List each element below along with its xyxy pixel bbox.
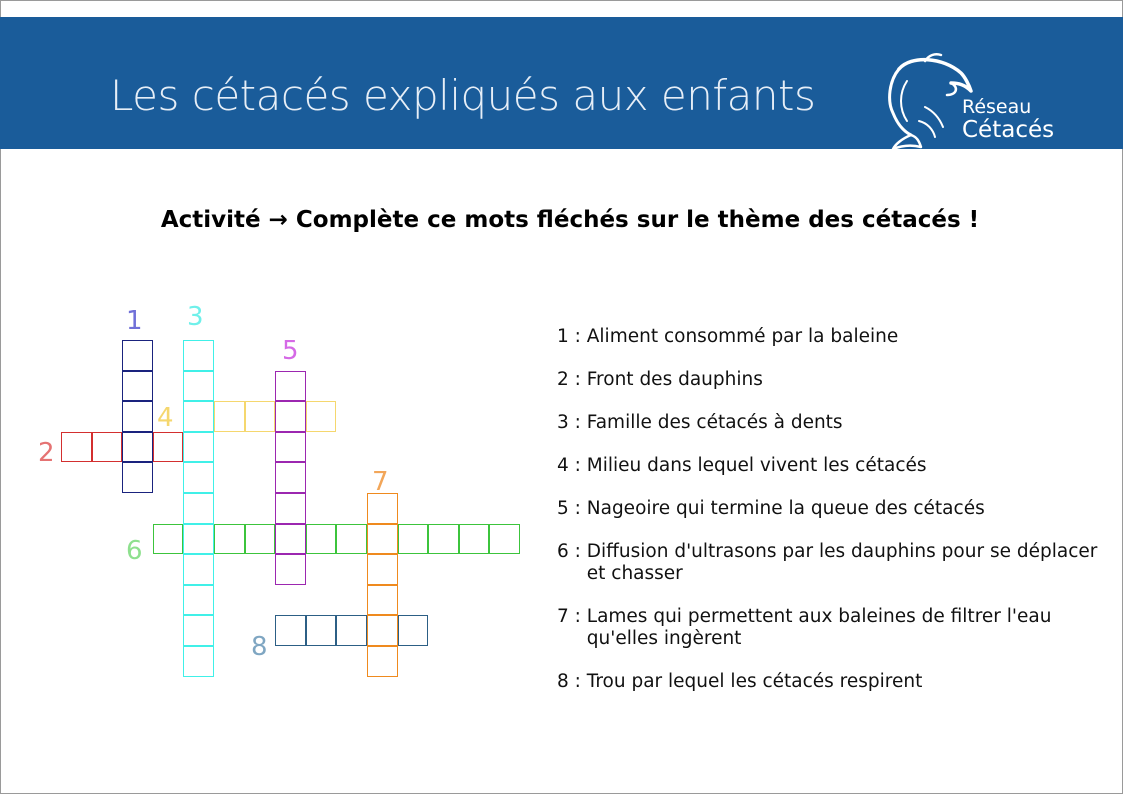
clue-6 — [557, 541, 1102, 585]
crossword-cell-3-11[interactable] — [183, 646, 214, 677]
clue-text: Nageoire qui termine la queue des cétacés — [586, 498, 985, 519]
crossword-cell-6-10[interactable] — [428, 524, 459, 555]
clue-5 — [557, 498, 1107, 520]
clue-text: Milieu dans lequel vivent les cétacés — [586, 455, 927, 476]
crossword-cell-4-5[interactable] — [306, 401, 337, 432]
crossword-cell-5-3[interactable] — [275, 432, 306, 463]
crossword-cell-1-4[interactable] — [122, 432, 153, 463]
crossword-cell-7-5[interactable] — [367, 615, 398, 646]
crossword-label-7: 7 — [372, 467, 389, 497]
clue-number: 6 : — [557, 541, 587, 562]
clue-4 — [557, 455, 1107, 477]
crossword-cell-8-3[interactable] — [336, 615, 367, 646]
crossword-cell-5-2[interactable] — [275, 401, 306, 432]
crossword-cell-3-5[interactable] — [183, 462, 214, 493]
crossword-label-2: 2 — [38, 438, 55, 468]
crossword-cell-6-6[interactable] — [306, 524, 337, 555]
crossword-cell-1-5[interactable] — [122, 462, 153, 493]
clue-number: 5 : — [557, 498, 587, 519]
crossword-cell-6-7[interactable] — [336, 524, 367, 555]
crossword-cell-1-2[interactable] — [122, 371, 153, 402]
crossword-cell-2-1[interactable] — [61, 432, 92, 463]
clue-text: Aliment consommé par la baleine — [586, 326, 899, 347]
crossword-cell-6-1[interactable] — [153, 524, 184, 555]
crossword-cell-7-4[interactable] — [367, 585, 398, 616]
clue-3 — [557, 412, 1107, 434]
crossword-cell-3-8[interactable] — [183, 554, 214, 585]
crossword-cell-3-2[interactable] — [183, 371, 214, 402]
crossword-cell-7-6[interactable] — [367, 646, 398, 677]
crossword-cell-5-1[interactable] — [275, 371, 306, 402]
clue-number: 1 : — [557, 326, 587, 347]
crossword-cell-2-2[interactable] — [92, 432, 123, 463]
clue-text: Diffusion d'ultrasons par les dauphins pour se déplacer et chasser — [586, 541, 1098, 584]
crossword-cell-7-2[interactable] — [367, 524, 398, 555]
page-title: Les cétacés expliqués aux enfants — [110, 71, 816, 120]
crossword-label-1: 1 — [126, 306, 143, 336]
crossword-cell-3-9[interactable] — [183, 585, 214, 616]
crossword-cell-1-3[interactable] — [122, 401, 153, 432]
clue-2 — [557, 369, 1107, 391]
crossword-cell-6-11[interactable] — [459, 524, 490, 555]
crossword-cell-6-12[interactable] — [489, 524, 520, 555]
crossword-cell-3-7[interactable] — [183, 524, 214, 555]
clue-number: 7 : — [557, 606, 587, 627]
logo-text-cetaces: Cétacés — [962, 117, 1055, 143]
crossword-label-4: 4 — [157, 403, 174, 433]
crossword-cell-7-1[interactable] — [367, 493, 398, 524]
crossword-cell-5-6[interactable] — [275, 524, 306, 555]
crossword-cell-6-4[interactable] — [245, 524, 276, 555]
crossword-cell-1-1[interactable] — [122, 340, 153, 371]
activity-instruction: Activité → Complète ce mots fléchés sur le thème des cétacés ! — [160, 207, 980, 233]
clue-text: Famille des cétacés à dents — [586, 412, 843, 433]
crossword-cell-3-3[interactable] — [183, 401, 214, 432]
crossword-cell-8-2[interactable] — [306, 615, 337, 646]
crossword-cell-2-4[interactable] — [153, 432, 184, 463]
crossword-label-3: 3 — [187, 302, 204, 332]
clue-1 — [557, 326, 1107, 348]
clue-text: Trou par lequel les cétacés respirent — [586, 671, 923, 692]
crossword-label-5: 5 — [282, 336, 299, 366]
crossword-cell-3-4[interactable] — [183, 432, 214, 463]
crossword-label-6: 6 — [126, 536, 143, 566]
crossword-label-8: 8 — [251, 632, 268, 662]
crossword-cell-6-9[interactable] — [398, 524, 429, 555]
crossword-cell-3-10[interactable] — [183, 615, 214, 646]
crossword-cell-3-6[interactable] — [183, 493, 214, 524]
crossword-cell-8-1[interactable] — [275, 615, 306, 646]
logo-text-reseau: Réseau — [962, 96, 1032, 118]
clue-text: Lames qui permettent aux baleines de filtrer l'eau qu'elles ingèrent — [586, 606, 1052, 649]
clue-8 — [557, 671, 1107, 693]
crossword-cell-3-1[interactable] — [183, 340, 214, 371]
crossword-cell-6-3[interactable] — [214, 524, 245, 555]
clue-number: 8 : — [557, 671, 587, 692]
clue-number: 2 : — [557, 369, 587, 390]
crossword-cell-7-3[interactable] — [367, 554, 398, 585]
crossword-cell-8-5[interactable] — [398, 615, 429, 646]
crossword-cell-4-3[interactable] — [245, 401, 276, 432]
clue-number: 4 : — [557, 455, 587, 476]
clue-number: 3 : — [557, 412, 587, 433]
crossword-cell-5-4[interactable] — [275, 462, 306, 493]
clue-text: Front des dauphins — [586, 369, 763, 390]
clue-7 — [557, 606, 1102, 650]
crossword-cell-4-2[interactable] — [214, 401, 245, 432]
crossword-cell-5-5[interactable] — [275, 493, 306, 524]
crossword-cell-5-7[interactable] — [275, 554, 306, 585]
